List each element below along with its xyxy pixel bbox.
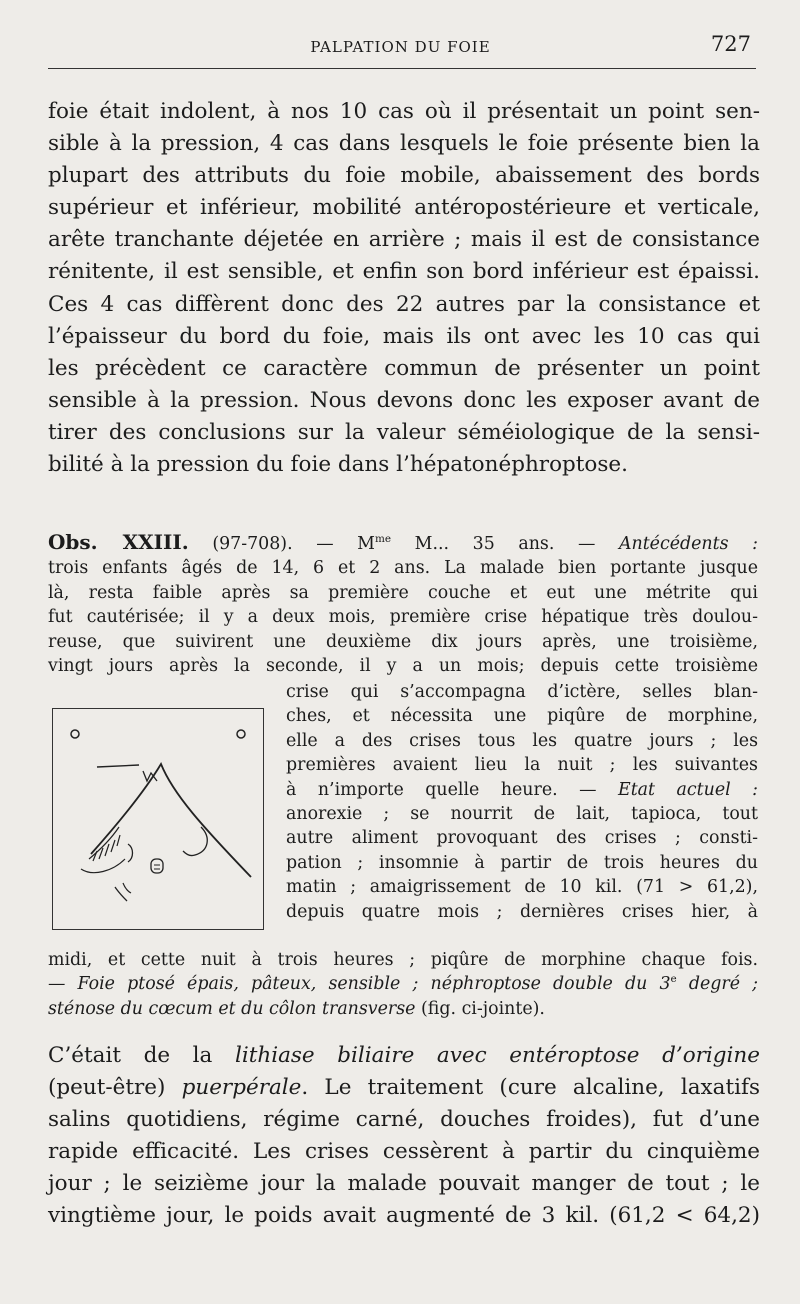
- observation-line: [286, 778, 758, 802]
- observation-line: matin ; amaigrissement de 10 kil. (71 > 61,2),: [286, 877, 758, 898]
- text-line: rénitente, il est sensible, et enfin son bord inférieur est épaissi.: [48, 259, 760, 285]
- text-line: Ces 4 cas diffèrent donc des 22 autres par la consistance et: [48, 291, 760, 317]
- text-line: vingtième jour, le poids avait augmenté de 3 kil. (61,2 < 64,2): [48, 1203, 760, 1229]
- abdomen-figure: [52, 708, 264, 930]
- text-line: [48, 1040, 760, 1072]
- observation-ref-sup: me: [374, 533, 392, 546]
- text-line: arête tranchante déjetée en arrière ; mais il est de consistance: [48, 227, 760, 253]
- header-rule: [48, 68, 756, 69]
- text-run: (peut-être): [48, 1075, 182, 1101]
- observation-ref: (97-708). — M: [212, 534, 375, 554]
- observation-wrap-text: [286, 680, 758, 924]
- text-line: l’épaisseur du bord du foie, mais ils ont avec les 10 cas qui: [48, 323, 760, 349]
- observation-line: fut cautérisée; il y a deux mois, première crise hépatique très doulou-: [48, 607, 758, 628]
- observation-ref-rest: M... 35 ans. —: [391, 534, 619, 554]
- diagnosis-text-3: sténose du cœcum et du côlon transverse: [48, 998, 416, 1019]
- page-header: [48, 32, 753, 62]
- text-run: C’était de la: [48, 1043, 235, 1068]
- text-line: jour ; le seizième jour la malade pouvait manger de tout ; le: [48, 1171, 760, 1197]
- observation-line: ches, et nécessita une piqûre de morphine,: [286, 706, 758, 727]
- text-line: tirer des conclusions sur la valeur séméiologique de la sensi-: [48, 419, 760, 445]
- observation-line: premières avaient lieu la nuit ; les suivantes: [286, 755, 758, 776]
- observation-line: pation ; insomnie à partir de trois heures du: [286, 852, 758, 873]
- diagnosis-line: [48, 972, 758, 996]
- etat-actuel-label: Etat actuel :: [618, 779, 759, 800]
- text-line: plupart des attributs du foie mobile, abaissement des bords: [48, 163, 760, 189]
- observation-tail: [48, 948, 758, 1021]
- observation-line: autre aliment provoquant des crises ; consti-: [286, 828, 758, 849]
- observation-line: reuse, que suivirent une deuxième dix jours après, une troisième,: [48, 631, 758, 652]
- observation-line: depuis quatre mois ; dernières crises hier, à: [286, 901, 758, 922]
- text-line: sible à la pression, 4 cas dans lesquels le foie présente bien la: [48, 131, 760, 157]
- text-line: les précèdent ce caractère commun de présenter un point: [48, 355, 760, 381]
- observation-line: anorexie ; se nourrit de lait, tapioca, tout: [286, 804, 758, 825]
- text-line: rapide efficacité. Les crises cessèrent à partir du cinquième: [48, 1139, 760, 1165]
- text-italic: lithiase biliaire avec entéroptose d’origine: [234, 1043, 760, 1068]
- liver-diagram: [53, 709, 263, 929]
- paragraph-1: [48, 96, 760, 481]
- text-line: sensible à la pression. Nous devons donc les exposer avant de: [48, 387, 760, 413]
- observation-line: midi, et cette nuit à trois heures ; piqûre de morphine chaque fois.: [48, 950, 758, 970]
- text-italic: puerpérale: [181, 1075, 302, 1101]
- text-line: [48, 1072, 760, 1104]
- text-line: foie était indolent, à nos 10 cas où il présentait un point sen-: [48, 99, 760, 124]
- text-line: salins quotidiens, régime carné, douches froides), fut d’une: [48, 1107, 760, 1133]
- running-title: PALPATION DU FOIE: [310, 38, 491, 56]
- text-line: bilité à la pression du foie dans l’hépatonéphroptose.: [48, 452, 628, 478]
- observation-line: elle a des crises tous les quatre jours ; les: [286, 730, 758, 751]
- observation-heading-line: [48, 530, 758, 556]
- diagnosis-sup: e: [670, 973, 677, 986]
- observation-header: [48, 530, 758, 678]
- antecedents-label: Antécédents :: [618, 534, 758, 554]
- text-run: . Le traitement (cure alcaline, laxatifs: [301, 1075, 760, 1101]
- observation-line: crise qui s’accompagna d’ictère, selles blan-: [286, 682, 758, 702]
- paragraph-2: [48, 1040, 760, 1233]
- observation-line: là, resta faible après sa première couche et eut une métrite qui: [48, 582, 758, 603]
- figure-reference: (fig. ci-jointe).: [415, 998, 545, 1019]
- text-line: supérieur et inférieur, mobilité antéropostérieure et verticale,: [48, 195, 760, 221]
- observation-line-text: à n’importe quelle heure. —: [286, 779, 597, 800]
- diagnosis-line-2: [48, 997, 758, 1021]
- diagnosis-text-2: degré ;: [676, 974, 759, 995]
- observation-line: trois enfants âgés de 14, 6 et 2 ans. La malade bien portante jusque: [48, 558, 758, 579]
- observation-line: vingt jours après la seconde, il y a un mois; depuis cette troisième: [48, 656, 758, 677]
- observation-title: Obs. XXIII.: [48, 530, 189, 554]
- page-number: 727: [710, 32, 751, 56]
- diagnosis-text: — Foie ptosé épais, pâteux, sensible ; néphroptose double du 3: [48, 974, 671, 995]
